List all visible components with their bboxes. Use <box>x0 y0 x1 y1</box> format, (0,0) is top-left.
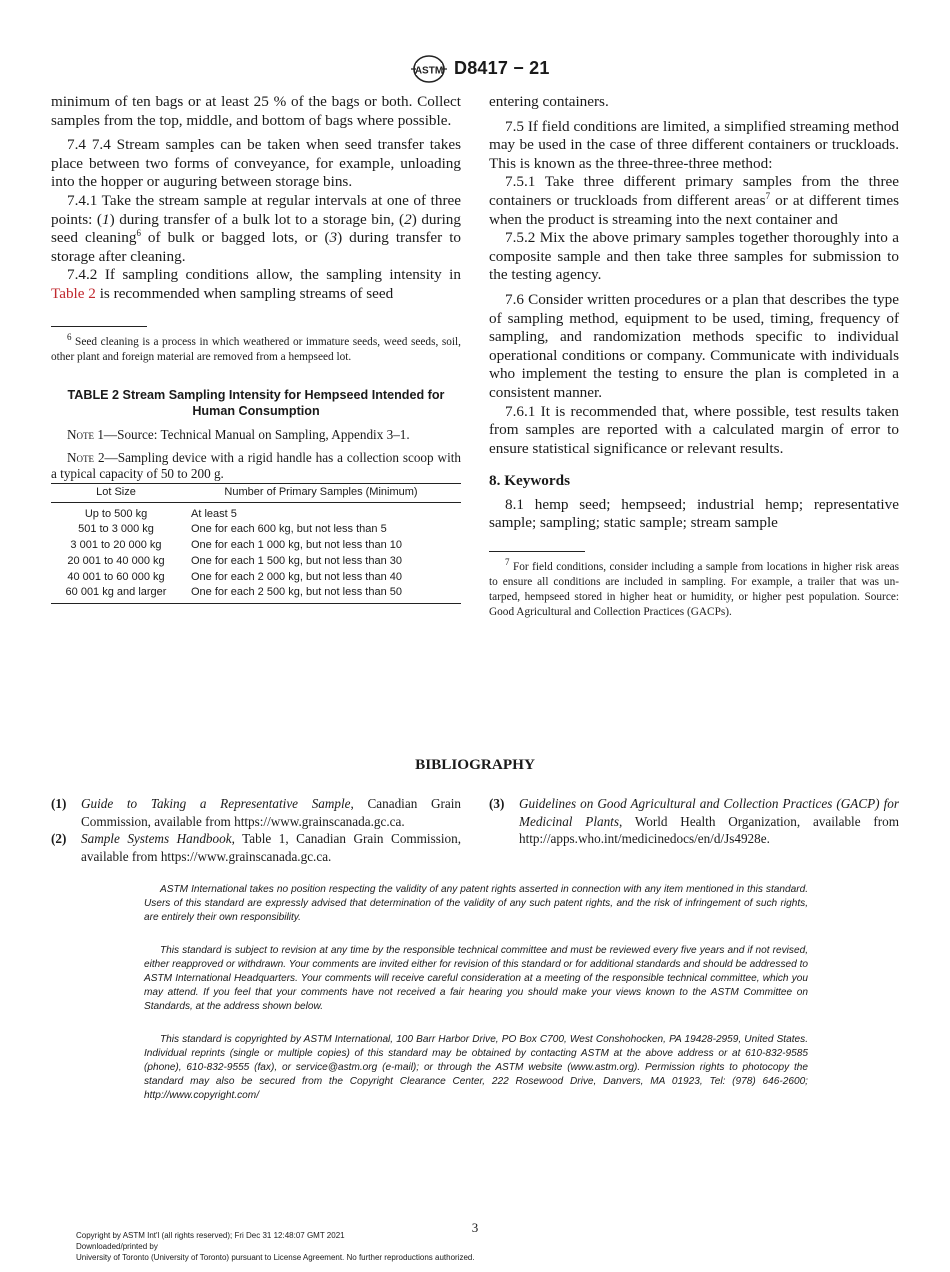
samples-cell: One for each 2 000 kg, but not less than 40 <box>191 570 402 583</box>
bibliography-number: (2) <box>51 831 67 847</box>
table-row <box>51 502 461 522</box>
table-note-2: Note 2—Sampling device with a rigid handle has a collection scoop with a typical capacity of 50 to 200 g. <box>51 450 461 481</box>
lot-size-cell: 20 001 to 40 000 kg <box>67 554 165 567</box>
bibliography-left <box>51 795 461 865</box>
paragraph-7-4-1: 7.4.1 Take the stream sample at regular intervals at one of three points: (1) during transfer of a bulk lot to a storage bin, (2) during seed cleaning$^6$ of bulk or bagged lots, or (3) during transfer to storage after cleaning. <box>51 191 462 265</box>
bibliography-item: (2) Sample Systems Handbook, Table 1, Canadian Grain Commission, available from https://www.grainscanada.gc.ca. <box>51 831 462 864</box>
paragraph-7-5-2: 7.5.2 Mix the above primary samples together thoroughly into a composite sample and then take three samples for submission to the testing agency. <box>489 229 899 284</box>
paragraph-7-6: 7.6 Consider written procedures or a plan that describes the type of sampling method, equipment to be used, timing, frequency of sampling, and randomization methods specific to individual operational conditions or company. Communicate with individuals who implement the testing to ensure the plan is completed in a consistent manner. <box>489 290 899 401</box>
sampling-intensity-table <box>51 483 461 604</box>
bibliography-item: (3) Guidelines on Good Agricultural and Collection Practices (GACP) for Medicinal Plants, World Health Organization, available from http://apps.who.int/medicinedocs/en/d/Js4928e. <box>489 796 899 847</box>
table-row <box>51 585 461 603</box>
left-column <box>51 93 461 604</box>
bibliography-number: (1) <box>51 796 67 811</box>
table-2-link[interactable]: Table 2 <box>51 284 96 302</box>
paragraph-continued-right: entering containers. <box>489 93 609 110</box>
paragraph-7-5: 7.5 If field conditions are limited, a simplified streaming method may be used in the case of three different containers or truckloads. This is known as the three-three-three method: <box>489 117 899 172</box>
paragraph-7-4-2: 7.4.2 If sampling conditions allow, the sampling intensity in Table 2 is recommended when sampling streams of seed <box>51 266 461 302</box>
samples-cell: One for each 2 500 kg, but not less than 50 <box>181 585 461 603</box>
paragraph-7-4: 7.4 7.4 Stream samples can be taken when seed transfer takes place between two forms of conveyance, for example, unloading into the hopper or auguring between storage bins. <box>51 136 461 191</box>
bibliography-number: (3) <box>489 796 505 811</box>
download-footer <box>76 1230 475 1263</box>
footnote-6: $^6$ Seed cleaning is a process in which weathered or immature seeds, weed seeds, soil, other plant and foreign material are removed from a hempseed lot. <box>51 331 461 363</box>
right-column <box>489 93 899 620</box>
page-number: 3 <box>471 1220 479 1235</box>
revision-notice: This standard is subject to revision at any time by the responsible technical committee and must be reviewed every five years and if not revised, either reapproved or withdrawn. Your comments are invited either for revision of this standard or for additional standards and should be addressed to ASTM International Headquarters. Your comments will receive careful consideration at a meeting of the responsible technical committee, which you may attend. If you feel that your comments have not received a fair hearing you should make your views known to the ASTM Committee on Standards, at the address shown below. <box>144 945 808 1012</box>
table-row <box>51 570 461 586</box>
lot-size-cell: 501 to 3 000 kg <box>78 523 154 536</box>
lot-size-cell: 40 001 to 60 000 kg <box>67 570 165 583</box>
column-header-primary-samples: Number of Primary Samples (Minimum) <box>181 484 461 503</box>
table-row <box>51 538 461 554</box>
keywords-text: 8.1 hemp seed; hempseed; industrial hemp; representative sample; sampling; static sample; stream sample <box>489 495 899 532</box>
paragraph-continued: minimum of ten bags or at least 25 % of the bags or both. Collect samples from the top, middle, and bottom of bags where possible. <box>51 93 461 129</box>
standard-designation: D8417 − 21 <box>454 58 550 78</box>
table-row <box>51 554 461 570</box>
footer-line: University of Toronto (University of Toronto) pursuant to License Agreement. No further reproductions authorized. <box>76 1253 475 1262</box>
samples-cell: One for each 1 000 kg, but not less than 10 <box>191 539 402 552</box>
copyright-notice: This standard is copyrighted by ASTM International, 100 Barr Harbor Drive, PO Box C700, West Conshohocken, PA 19428-2959, United States. Individual reprints (single or multiple copies) of this standard may be obtained by contacting ASTM at the above address or at 610-832-9585 (phone), 610-832-9555 (fax), or service@astm.org (e-mail); or through the ASTM website (www.astm.org). Permission rights to photocopy the standard may also be secured from the Copyright Clearance Center, 222 Rosewood Drive, Danvers, MA 01923, Tel: (978) 646-2600; http://www.copyright.com/ <box>144 1034 808 1101</box>
page-header <box>0 54 950 86</box>
astm-logo <box>410 54 448 84</box>
samples-cell: One for each 1 500 kg, but not less than 30 <box>191 554 402 567</box>
samples-cell: One for each 600 kg, but not less than 5 <box>191 523 387 536</box>
footnote-divider <box>51 326 147 327</box>
lot-size-cell: 3 001 to 20 000 kg <box>70 539 162 552</box>
column-header-lot-size: Lot Size <box>51 484 181 503</box>
patent-disclaimer: ASTM International takes no position respecting the validity of any patent rights asserted in connection with any item mentioned in this standard. Users of this standard are expressly advised that determination of the validity of any such patent rights, and the risk of infringement of such rights, are entirely their own responsibility. <box>144 884 808 923</box>
footnote-ref-6: 6 <box>136 228 141 239</box>
footnote-divider <box>489 551 585 552</box>
paragraph-7-6-1: 7.6.1 It is recommended that, where possible, test results taken from samples are reported with a calculated margin of error to ensure statistical significance or relevant results. <box>489 402 899 457</box>
astm-logo-text: ASTM <box>414 65 444 77</box>
bibliography-right <box>489 795 899 848</box>
lot-size-cell: Up to 500 kg <box>84 507 148 520</box>
footnote-ref-7: 7 <box>765 190 771 201</box>
lot-size-cell: 60 001 kg and larger <box>51 585 181 603</box>
footer-line: Downloaded/printed by <box>76 1242 158 1251</box>
table-note-1: Note 1—Source: Technical Manual on Sampling, Appendix 3–1. <box>67 426 410 442</box>
table-2-caption: TABLE 2 Stream Sampling Intensity for Hempseed Intended for Human Consumption <box>67 387 445 418</box>
footer-line: Copyright by ASTM Int'l (all rights reserved); Fri Dec 31 12:48:07 GMT 2021 <box>76 1231 345 1240</box>
paragraph-7-5-1: 7.5.1 Take three different primary samples from the three containers or truckloads from different areas$^7$ or at different times when the product is streaming into the next container and <box>489 173 899 228</box>
bibliography-item: (1) Guide to Taking a Representative Sample, Canadian Grain Commission, available from https://www.grainscanada.gc.ca. <box>51 796 461 829</box>
table-row <box>51 522 461 538</box>
keywords-heading: 8. Keywords <box>489 472 570 490</box>
footnote-7: $^7$ For field conditions, consider including a sample from locations in higher risk areas to ensure all conditions are included in sampling. For example, a trailer that was un-tarped, hempseed stored in higher heat or humidity, or higher pest population. Source: Good Agricultural and Collection Practices (GACPs). <box>489 557 899 619</box>
samples-cell: At least 5 <box>191 507 237 520</box>
bibliography-title: BIBLIOGRAPHY <box>415 756 535 773</box>
